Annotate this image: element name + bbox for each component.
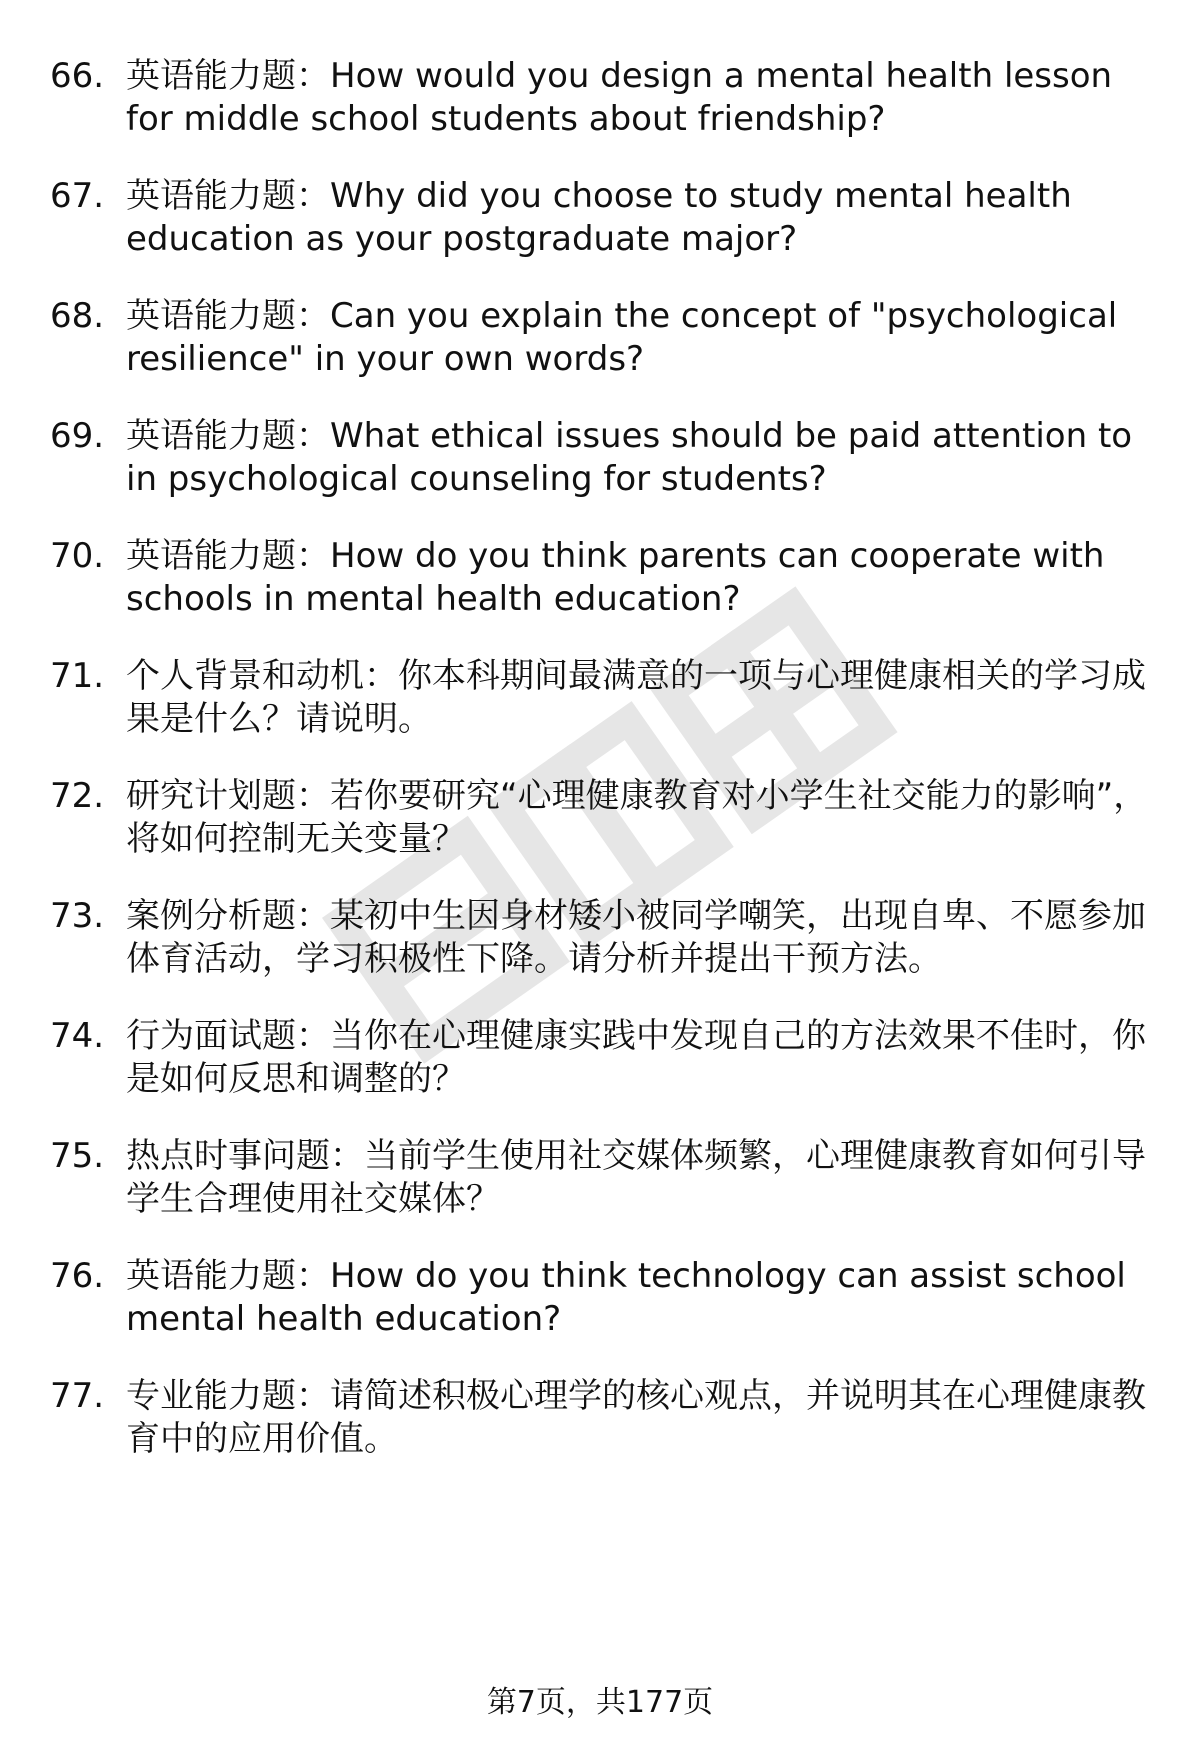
list-item xyxy=(50,1375,1160,1461)
list-item xyxy=(50,55,1160,141)
question-text: 个人背景和动机：你本科期间最满意的一项与心理健康相关的学习成果是什么？请说明。 xyxy=(126,656,1146,739)
list-item xyxy=(50,895,1160,981)
question-number: 73. xyxy=(50,896,105,936)
page-footer: 第7页，共177页 xyxy=(486,1685,714,1720)
question-text: 案例分析题：某初中生因身材矮小被同学嘲笑，出现自卑、不愿参加体育活动，学习积极性下降。请分析并提出干预方法。 xyxy=(126,896,1146,979)
question-number: 72. xyxy=(50,776,105,816)
question-text: 研究计划题：若你要研究“心理健康教育对小学生社交能力的影响”，将如何控制无关变量？ xyxy=(126,776,1148,859)
question-text: 英语能力题：Why did you choose to study mental health education as your postgraduate major? xyxy=(126,176,1072,259)
list-item xyxy=(50,655,1160,741)
question-list xyxy=(50,55,1160,1495)
question-number: 70. xyxy=(50,536,105,576)
question-text: 英语能力题：How do you think parents can cooperate with schools in mental health education? xyxy=(126,536,1105,619)
question-text: 专业能力题：请简述积极心理学的核心观点，并说明其在心理健康教育中的应用价值。 xyxy=(126,1376,1146,1459)
question-text: 英语能力题：What ethical issues should be paid attention to in psychological counseling for students? xyxy=(126,416,1133,499)
question-number: 69. xyxy=(50,416,105,456)
list-item xyxy=(50,535,1160,621)
question-number: 67. xyxy=(50,176,105,216)
list-item xyxy=(50,415,1160,501)
question-number: 68. xyxy=(50,296,105,336)
question-number: 66. xyxy=(50,56,105,96)
question-text: 热点时事问题：当前学生使用社交媒体频繁，心理健康教育如何引导学生合理使用社交媒体？ xyxy=(126,1136,1146,1219)
question-number: 75. xyxy=(50,1136,105,1176)
question-number: 76. xyxy=(50,1256,105,1296)
question-text: 英语能力题：How do you think technology can assist school mental health education? xyxy=(126,1256,1126,1339)
list-item xyxy=(50,1135,1160,1221)
question-number: 71. xyxy=(50,656,105,696)
list-item xyxy=(50,1015,1160,1101)
question-text: 英语能力题：Can you explain the concept of "psychological resilience" in your own words? xyxy=(126,296,1118,379)
question-number: 74. xyxy=(50,1016,105,1056)
list-item xyxy=(50,175,1160,261)
list-item xyxy=(50,775,1160,861)
list-item xyxy=(50,295,1160,381)
list-item xyxy=(50,1255,1160,1341)
question-text: 英语能力题：How would you design a mental health lesson for middle school students about friendship? xyxy=(126,56,1113,139)
question-number: 77. xyxy=(50,1376,105,1416)
question-text: 行为面试题：当你在心理健康实践中发现自己的方法效果不佳时，你是如何反思和调整的？ xyxy=(126,1016,1146,1099)
